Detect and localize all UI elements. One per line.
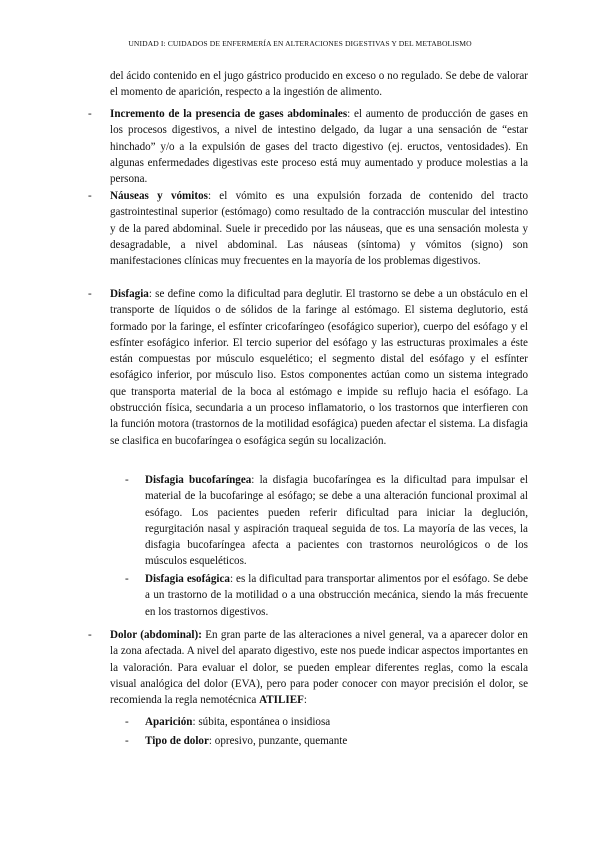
item-text: : se define como la dificultad para deglutir. El trastorno se debe a un obstáculo en el transporte de líquidos o de sólidos de la faringe al estómago. El sistema deglutorio, está formado por la faringe, el esfínter cricofaríngeo (esofágico superior), cuerpo del esófago y el esfínter esofágico inferior. El tercio superior del esófago y las estructuras proximales a éste están compuestas por músculo esquelético; el segmento distal del esófago y el esfínter esofágico inferior, por músculo liso. Estos componentes actúan como un sistema integrado que transporta material de la boca al estómago e impide su reflujo hacia el esófago. La obstrucción física, secundaria a un proceso inflamatorio, o los trastornos que interfieren con la función motora (trastornos de la motilidad esofágica) pueden afectar el sistema. La disfagia se clasifica en bucofaríngea o esofágica según su localización. (110, 288, 528, 447)
item-text: : el aumento de producción de gases en los procesos digestivos, a nivel de intestino delgado, da lugar a una sensación de “estar hinchado” y/o a la expulsión de gases del tracto digestivo (ej. eructos, ventosidades). En algunas enfermedades digestivas este proceso está muy aumentado y produce molestias a la persona. (110, 108, 528, 186)
sublist-item-esofagica (145, 571, 528, 620)
subitem-text: : opresivo, punzante, quemante (208, 735, 348, 747)
list-item-disfagia (110, 286, 528, 449)
subitem-text: : la disfagia bucofaríngea es la dificultad para impulsar el material de la bucofaringe al esófago; se debe a una alteración funcional proximal al esófago. Los pacientes pueden referir dificultad para iniciar la deglución, regurgitación nasal y aspiración traqueal seguida de tos. La mayoría de las veces, la disfagia bucofaríngea afecta a pacientes con trastornos neurológicos o de los músculos esqueléticos. (145, 474, 528, 568)
subitem-title: Tipo de dolor (145, 735, 209, 747)
subitem-text: : súbita, espontánea o insidiosa (192, 716, 331, 728)
item-title: Incremento de la presencia de gases abdominales (110, 108, 348, 120)
atilief-item-aparicion (145, 714, 528, 730)
list-item-nauseas (110, 188, 528, 269)
item-text: En gran parte de las alteraciones a nivel general, va a aparecer dolor en la zona afectada. A nivel del aparato digestivo, este nos puede indicar aspectos importantes en la valoración. Para evaluar el dolor, se pueden emplear diferentes reglas, como la escala visual analógica del dolor (EVA), pero para poder conocer con mayor precisión el dolor, se recomienda la regla nemotécnica (110, 629, 528, 707)
item-end: : (303, 694, 307, 707)
atilief-item-tipo (145, 733, 528, 749)
list-item-dolor (110, 627, 528, 708)
sub-bullet-dash: - (125, 474, 129, 486)
subitem-title: Aparición (145, 716, 193, 728)
item-title: Disfagia (110, 288, 149, 300)
intro-paragraph: del ácido contenido en el jugo gástrico producido en exceso o no regulado. Se debe de valorar el momento de aparición, respecto a la ingestión de alimento. (110, 70, 528, 99)
bullet-dash: - (88, 190, 92, 202)
item-text: : el vómito es una expulsión forzada de contenido del tracto gastrointestinal superior (estómago) como resultado de la contracción muscular del intestino y de la pared abdominal. Suele ir precedido por las náuseas, que es una sensación molesta y desagradable, a nivel abdominal. Las náuseas (síntoma) y vómitos (signo) son manifestaciones clínicas muy frecuentes en la mayoría de los problemas digestivos. (110, 190, 529, 268)
item-title: Náuseas y vómitos (110, 190, 208, 202)
acronym: ATILIEF (259, 694, 304, 707)
sub-bullet-dash: - (125, 735, 129, 747)
sub-bullet-dash: - (125, 716, 129, 728)
subitem-text: : es la dificultad para transportar alimentos por el esófago. Se debe a un trastorno de la motilidad o a una obstrucción mecánica, siendo la más frecuente en los trastornos digestivos. (145, 573, 529, 618)
sub-bullet-dash: - (125, 573, 129, 585)
bullet-dash: - (88, 288, 92, 300)
list-item-gases (110, 106, 528, 187)
bullet-dash: - (88, 108, 92, 120)
page-header: UNIDAD I: CUIDADOS DE ENFERMERÍA EN ALTERACIONES DIGESTIVAS Y DEL METABOLISMO (128, 39, 472, 48)
sublist-item-bucofaringea (145, 472, 528, 570)
bullet-dash: - (88, 629, 92, 641)
item-title: Dolor (abdominal): (110, 629, 202, 641)
subitem-title: Disfagia bucofaríngea (145, 474, 252, 486)
subitem-title: Disfagia esofágica (145, 573, 230, 585)
